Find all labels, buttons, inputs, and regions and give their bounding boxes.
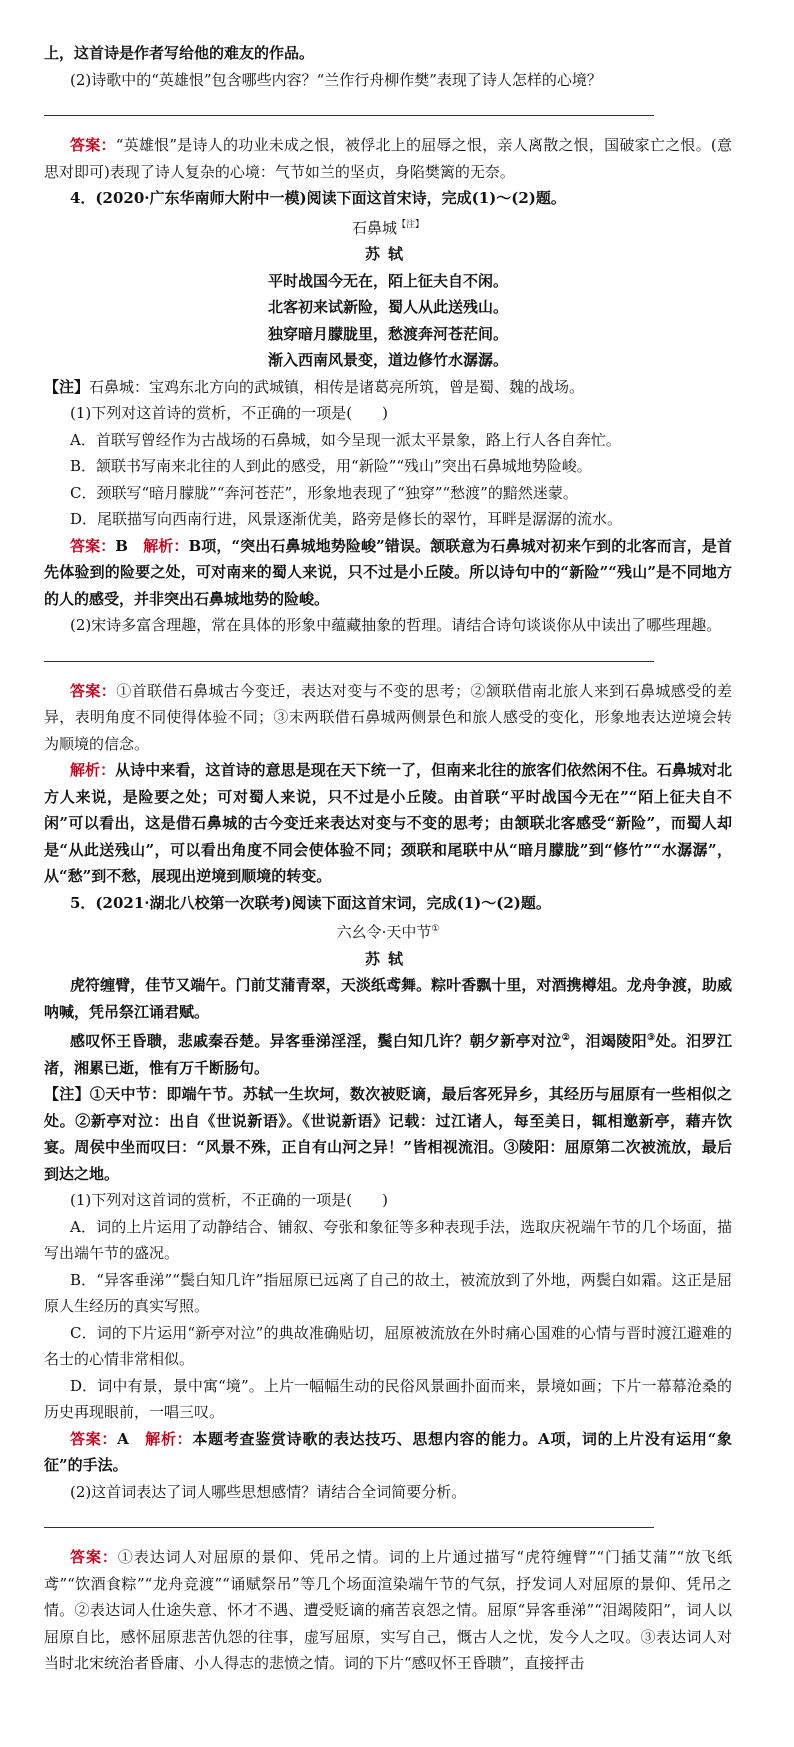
intro-tail: 上，这首诗是作者写给他的难友的作品。 bbox=[44, 44, 315, 62]
poem-title-text: 六幺令·天中节 bbox=[336, 923, 432, 941]
poem-title-text: 石鼻城 bbox=[351, 218, 397, 237]
note-text: ①天中节：即端午节。苏轼一生坎坷，数次被贬谪，最后客死异乡，其经历与屈原有一些相似之处。②新亭对泣：出自《世说新语》。《世说新语》记载：过江诸人，每至美日，辄相邀新亭，藉卉饮宴。周侯中坐而叹曰：“风景不殊，正自有山河之异！”皆相视流泪。③陵阳：屈原第二次被流放，最后到达之地。 bbox=[44, 1085, 732, 1183]
option-5-1-a: A．词的上片运用了动静结合、铺叙、夸张和象征等多种表现手法，选取庆祝端午节的几个场面，描写出端午节的盛况。 bbox=[44, 1217, 732, 1262]
option-4-1-b: B．颔联书写南来北往的人到此的感受，用“新险”“残山”突出石鼻城地势险峻。 bbox=[70, 457, 592, 475]
explanation-label: 解析： bbox=[70, 761, 116, 779]
option-4-1-c: C．颈联写“暗月朦胧”“奔河苍茫”，形象地表现了“独穿”“愁渡”的黯然迷蒙。 bbox=[70, 483, 578, 502]
poem-2-part-2 bbox=[44, 1025, 732, 1081]
answer-label: 答案： bbox=[70, 681, 117, 700]
answer-text: ①首联借石鼻城古今变迁，表达对变与不变的思考；②颔联借南北旅人来到石鼻城感受的差异，表明角度不同使得体验不同；③末两联借石鼻城两侧景色和旅人感受的变化，形象地表达逆境会转为顺境的信念。 bbox=[44, 681, 732, 753]
question-3-2: (2)诗歌中的“英雄恨”包含哪些内容？“兰作行舟柳作樊”表现了诗人怎样的心境？ bbox=[70, 70, 602, 89]
answer-label: 答案： bbox=[70, 1548, 118, 1566]
answer-label: 答案： bbox=[70, 136, 116, 154]
answer-5-1 bbox=[44, 1426, 732, 1479]
answer-line bbox=[44, 1515, 654, 1528]
poem-text: 处。汨罗江渚，湘累已逝，惟有万千断肠句。 bbox=[44, 1032, 732, 1077]
answer-label: 答案： bbox=[70, 536, 116, 555]
poem-1-title bbox=[44, 212, 732, 242]
answer-line bbox=[44, 103, 654, 116]
explanation-text: B项，“突出石鼻城地势险峻”错误。颔联意为石鼻城对初来乍到的北客而言，是首先体验到的险要之处，可对南来的蜀人来说，只不过是小丘陵。所以诗句中的“新险”“残山”是不同地方的人的感受，并非突出石鼻城地势的险峻。 bbox=[44, 536, 732, 608]
poem-2-author: 苏轼 bbox=[364, 949, 411, 968]
option-5-1-b: B．“异客垂涕”“鬓白知几许”指屈原已远离了自己的故土，被流放到了外地，两鬓白如霜。这正是屈原人生经历的真实写照。 bbox=[44, 1270, 732, 1315]
poem-2-note bbox=[44, 1081, 732, 1187]
explanation-label: 解析： bbox=[145, 1429, 193, 1448]
poem-text: ，泪竭陵阳 bbox=[570, 1032, 648, 1050]
note-mark: ② bbox=[561, 1033, 571, 1043]
poem-2-part-1: 虎符缠臂，佳节又端午。门前艾蒲青翠，天淡纸鸢舞。粽叶香飘十里，对酒携樽俎。龙舟争渡，助威呐喊，凭吊祭江诵君赋。 bbox=[44, 976, 732, 1021]
answer-label: 答案： bbox=[70, 1429, 118, 1448]
question-5-2: (2)这首词表达了词人哪些思想感情？请结合全词简要分析。 bbox=[70, 1482, 467, 1501]
answer-text: “英雄恨”是诗人的功业未成之恨，被俘北上的屈辱之恨，亲人离散之恨，国破家亡之恨。(意思对即可)表现了诗人复杂的心境：气节如兰的坚贞，身陷樊篱的无奈。 bbox=[44, 136, 732, 181]
poem-1-line-2: 北客初来试新险，蜀人从此送残山。 bbox=[267, 298, 508, 316]
answer-3-2 bbox=[44, 132, 732, 185]
question-4-2: (2)宋诗多富含理趣，常在具体的形象中蕴藏抽象的哲理。请结合诗句谈谈你从中读出了哪些理趣。 bbox=[70, 616, 722, 634]
poem-1-note bbox=[44, 374, 732, 401]
answer-letter: A bbox=[117, 1429, 129, 1448]
poem-1-line-1: 平时战国今无在，陌上征夫自不闲。 bbox=[267, 271, 508, 290]
option-5-1-c: C．词的下片运用“新亭对泣”的典故准确贴切，屈原被流放在外时痛心国难的心情与晋时渡江避难的名士的心情非常相似。 bbox=[44, 1323, 732, 1368]
question-4-1: (1)下列对这首诗的赏析，不正确的一项是( ) bbox=[70, 404, 388, 422]
note-mark: ③ bbox=[647, 1033, 656, 1043]
option-5-1-d: D．词中有景，景中寓“境”。上片一幅幅生动的民俗风景画扑面而来，景境如画；下片一幕幕沧桑的历史再现眼前，一唱三叹。 bbox=[44, 1376, 732, 1421]
answer-text: ①表达词人对屈原的景仰、凭吊之情。词的上片通过描写“虎符缠臂”“门插艾蒲”“放飞纸鸢”“饮酒食粽”“龙舟竞渡”“诵赋祭吊”等几个场面渲染端午节的气氛，抒发词人对屈原的景仰、凭吊之情。②表达词人仕途失意、怀才不遇、遭受贬谪的痛苦哀怨之情。屈原“异客垂涕”“泪竭陵阳”，词人以屈原自比，感怀屈原悲苦仇怨的往事，虚写屈原，实写自己，慨古人之忧，发今人之叹。③表达词人对当时北宋统治者昏庸、小人得志的悲愤之情。词的下片“感叹怀王昏聩”，直接抨击 bbox=[44, 1548, 732, 1672]
poem-1-line-3: 独穿暗月朦胧里，愁渡奔河苍茫间。 bbox=[267, 324, 508, 343]
option-4-1-d: D．尾联描写向西南行进，风景逐渐优美，路旁是修长的翠竹，耳畔是潺潺的流水。 bbox=[70, 510, 623, 528]
option-4-1-a: A．首联写曾经作为古战场的石鼻城，如今呈现一派太平景象，路上行人各自奔忙。 bbox=[70, 430, 621, 449]
poem-title-note-mark: 【注】 bbox=[397, 219, 425, 230]
poem-1-line-4: 渐入西南风景变，道边修竹水潺潺。 bbox=[267, 351, 508, 369]
answer-line bbox=[44, 649, 654, 662]
poem-title-note-mark: ① bbox=[431, 924, 440, 934]
document-page bbox=[44, 40, 732, 1677]
note-label: 【注】 bbox=[44, 377, 90, 396]
poem-1-author: 苏轼 bbox=[364, 245, 411, 263]
question-4-heading: 4．(2020·广东华南师大附中一模)阅读下面这首宋诗，完成(1)～(2)题。 bbox=[70, 189, 566, 207]
question-5-1: (1)下列对这首词的赏析，不正确的一项是( ) bbox=[70, 1191, 388, 1209]
answer-5-2 bbox=[44, 1544, 732, 1677]
question-5-heading: 5．(2021·湖北八校第一次联考)阅读下面这首宋词，完成(1)～(2)题。 bbox=[70, 893, 551, 912]
answer-letter: B bbox=[115, 536, 128, 555]
explanation-label: 解析： bbox=[143, 536, 189, 555]
answer-4-1 bbox=[44, 533, 732, 613]
explanation-text: 从诗中来看，这首诗的意思是现在天下统一了，但南来北往的旅客们依然闲不住。石鼻城对北方人来说，是险要之处；可对蜀人来说，只不过是小丘陵。由首联“平时战国今无在”“陌上征夫自不闲”可以看出，这是借石鼻城的古今变迁来表达对变与不变的思考；由颔联北客感受“新险”，而蜀人却是“从此送残山”，可以看出角度不同会使体验不同；颈联和尾联中从“暗月朦胧”到“修竹”“水潺潺”，从“愁”到不愁，展现出逆境到顺境的转变。 bbox=[44, 761, 732, 885]
note-label: 【注】 bbox=[44, 1085, 90, 1103]
note-text: 石鼻城：宝鸡东北方向的武城镇，相传是诸葛亮所筑，曾是蜀、魏的战场。 bbox=[89, 377, 585, 396]
poem-2-title bbox=[44, 916, 732, 946]
explanation-4-2 bbox=[44, 757, 732, 890]
poem-text: 感叹怀王昏聩，悲戚秦吞楚。异客垂涕淫淫，鬓白知几许？朝夕新亭对泣 bbox=[70, 1032, 562, 1050]
explanation-text: 本题考查鉴赏诗歌的表达技巧、思想内容的能力。A项，词的上片没有运用“象征”的手法。 bbox=[44, 1429, 732, 1474]
answer-4-2 bbox=[44, 678, 732, 758]
